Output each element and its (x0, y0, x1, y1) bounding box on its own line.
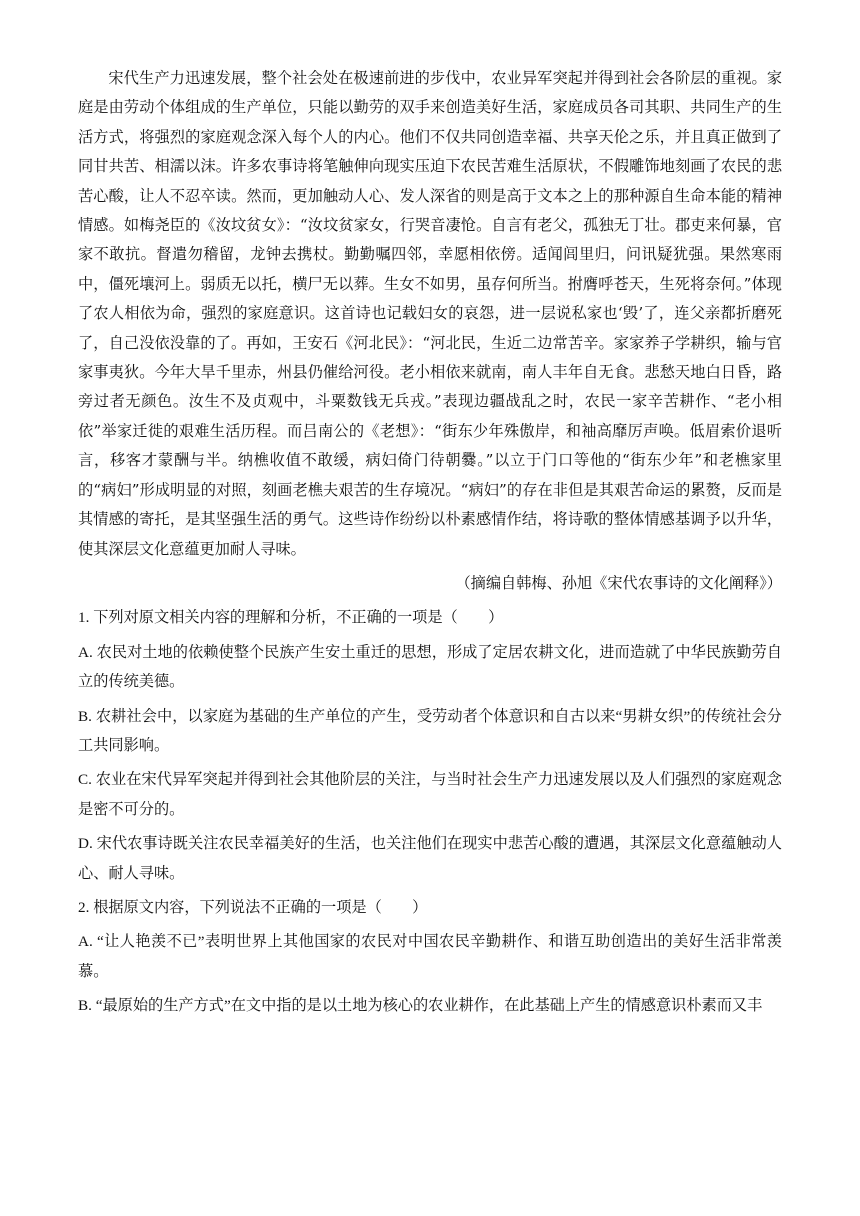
option-a: A. “让人艳羡不已”表明世界上其他国家的农民对中国农民辛勤耕作、和谐互助创造出的美好生活非常羡慕。 (78, 933, 782, 980)
passage-text: 宋代生产力迅速发展，整个社会处在极速前进的步伐中，农业异军突起并得到社会各阶层的重视。家庭是由劳动个体组成的生产单位，只能以勤劳的双手来创造美好生活，家庭成员各司其职、共同生产的生活方式，将强烈的家庭观念深入每个人的内心。他们不仅共同创造幸福、共享天伦之乐，并且真正做到了同甘共苦、相濡以沫。许多农事诗将笔触伸向现实压迫下农民苦难生活原状，不假雕饰地刻画了农民的悲苦心酸，让人不忍卒读。然而，更加触动人心、发人深省的则是高于文本之上的那种源自生命本能的精神情感。如梅尧臣的《汝坟贫女》：“汝坟贫家女，行哭音凄怆。自言有老父，孤独无丁壮。郡吏来何暴，官家不敢抗。督遣勿稽留，龙钟去携杖。勤勤嘱四邻，幸愿相依傍。适闻闾里归，问讯疑犹强。果然寒雨中，僵死壤河上。弱质无以托，横尸无以葬。生女不如男，虽存何所当。拊膺呼苍天，生死将奈何。”体现了农人相依为命，强烈的家庭意识。这首诗也记载妇女的哀怨，进一层说私家也‘毁’了，连父亲都折磨死了，自己没依没靠的了。再如，王安石《河北民》：“河北民，生近二边常苦辛。家家养子学耕织，输与官家事夷狄。今年大旱千里赤，州县仍催给河役。老小相依来就南，南人丰年自无食。悲愁天地白日昏，路旁过者无颜色。汝生不及贞观中，斗粟数钱无兵戎。”表现边疆战乱之时，农民一家辛苦耕作、“老小相依”举家迁徙的艰难生活历程。而吕南公的《老想》：“街东少年殊傲岸，和袖高靡厉声唤。低眉索价退听言，移客才蒙酬与半。纳樵收值不敢缓，病妇倚门待朝爨。”以立于门口等他的“街东少年”和老樵家里的“病妇”形成明显的对照，刻画老樵夫艰苦的生存境况。“病妇”的存在非但是其艰苦命运的累赘，反而是其情感的寄托，是其坚强生活的勇气。这些诗作纷纷以朴素感情作结，将诗歌的整体情感基调予以升华，使其深层文化意蕴更加耐人寻味。 (78, 69, 782, 558)
document-page (78, 64, 782, 1021)
passage-source: （摘编自韩梅、孙旭《宋代农事诗的文化阐释》） (455, 573, 782, 592)
option-d: D. 宋代农事诗既关注农民幸福美好的生活，也关注他们在现实中悲苦心酸的遭遇，其深层文化意蕴触动人心、耐人寻味。 (78, 835, 782, 882)
question-stem: 1. 下列对原文相关内容的理解和分析，不正确的一项是（ ） (78, 609, 504, 627)
option-b: B. 农耕社会中，以家庭为基础的生产单位的产生，受劳动者个体意识和自古以来“男耕女织”的传统社会分工共同影响。 (78, 707, 782, 754)
question-2 (78, 893, 782, 1021)
question-stem: 2. 根据原文内容，下列说法不正确的一项是（ ） (78, 898, 428, 916)
question-list (78, 603, 782, 1020)
option-c: C. 农业在宋代异军突起并得到社会其他阶层的关注，与当时社会生产力迅速发展以及人们强烈的家庭观念是密不可分的。 (78, 771, 782, 818)
question-1 (78, 603, 782, 888)
option-a: A. 农民对土地的依赖使整个民族产生安土重迁的思想，形成了定居农耕文化，进而造就了中华民族勤劳自立的传统美德。 (78, 643, 782, 691)
option-b: B. “最原始的生产方式”在文中指的是以土地为核心的农业耕作，在此基础上产生的情感意识朴素而又丰 (78, 997, 763, 1015)
